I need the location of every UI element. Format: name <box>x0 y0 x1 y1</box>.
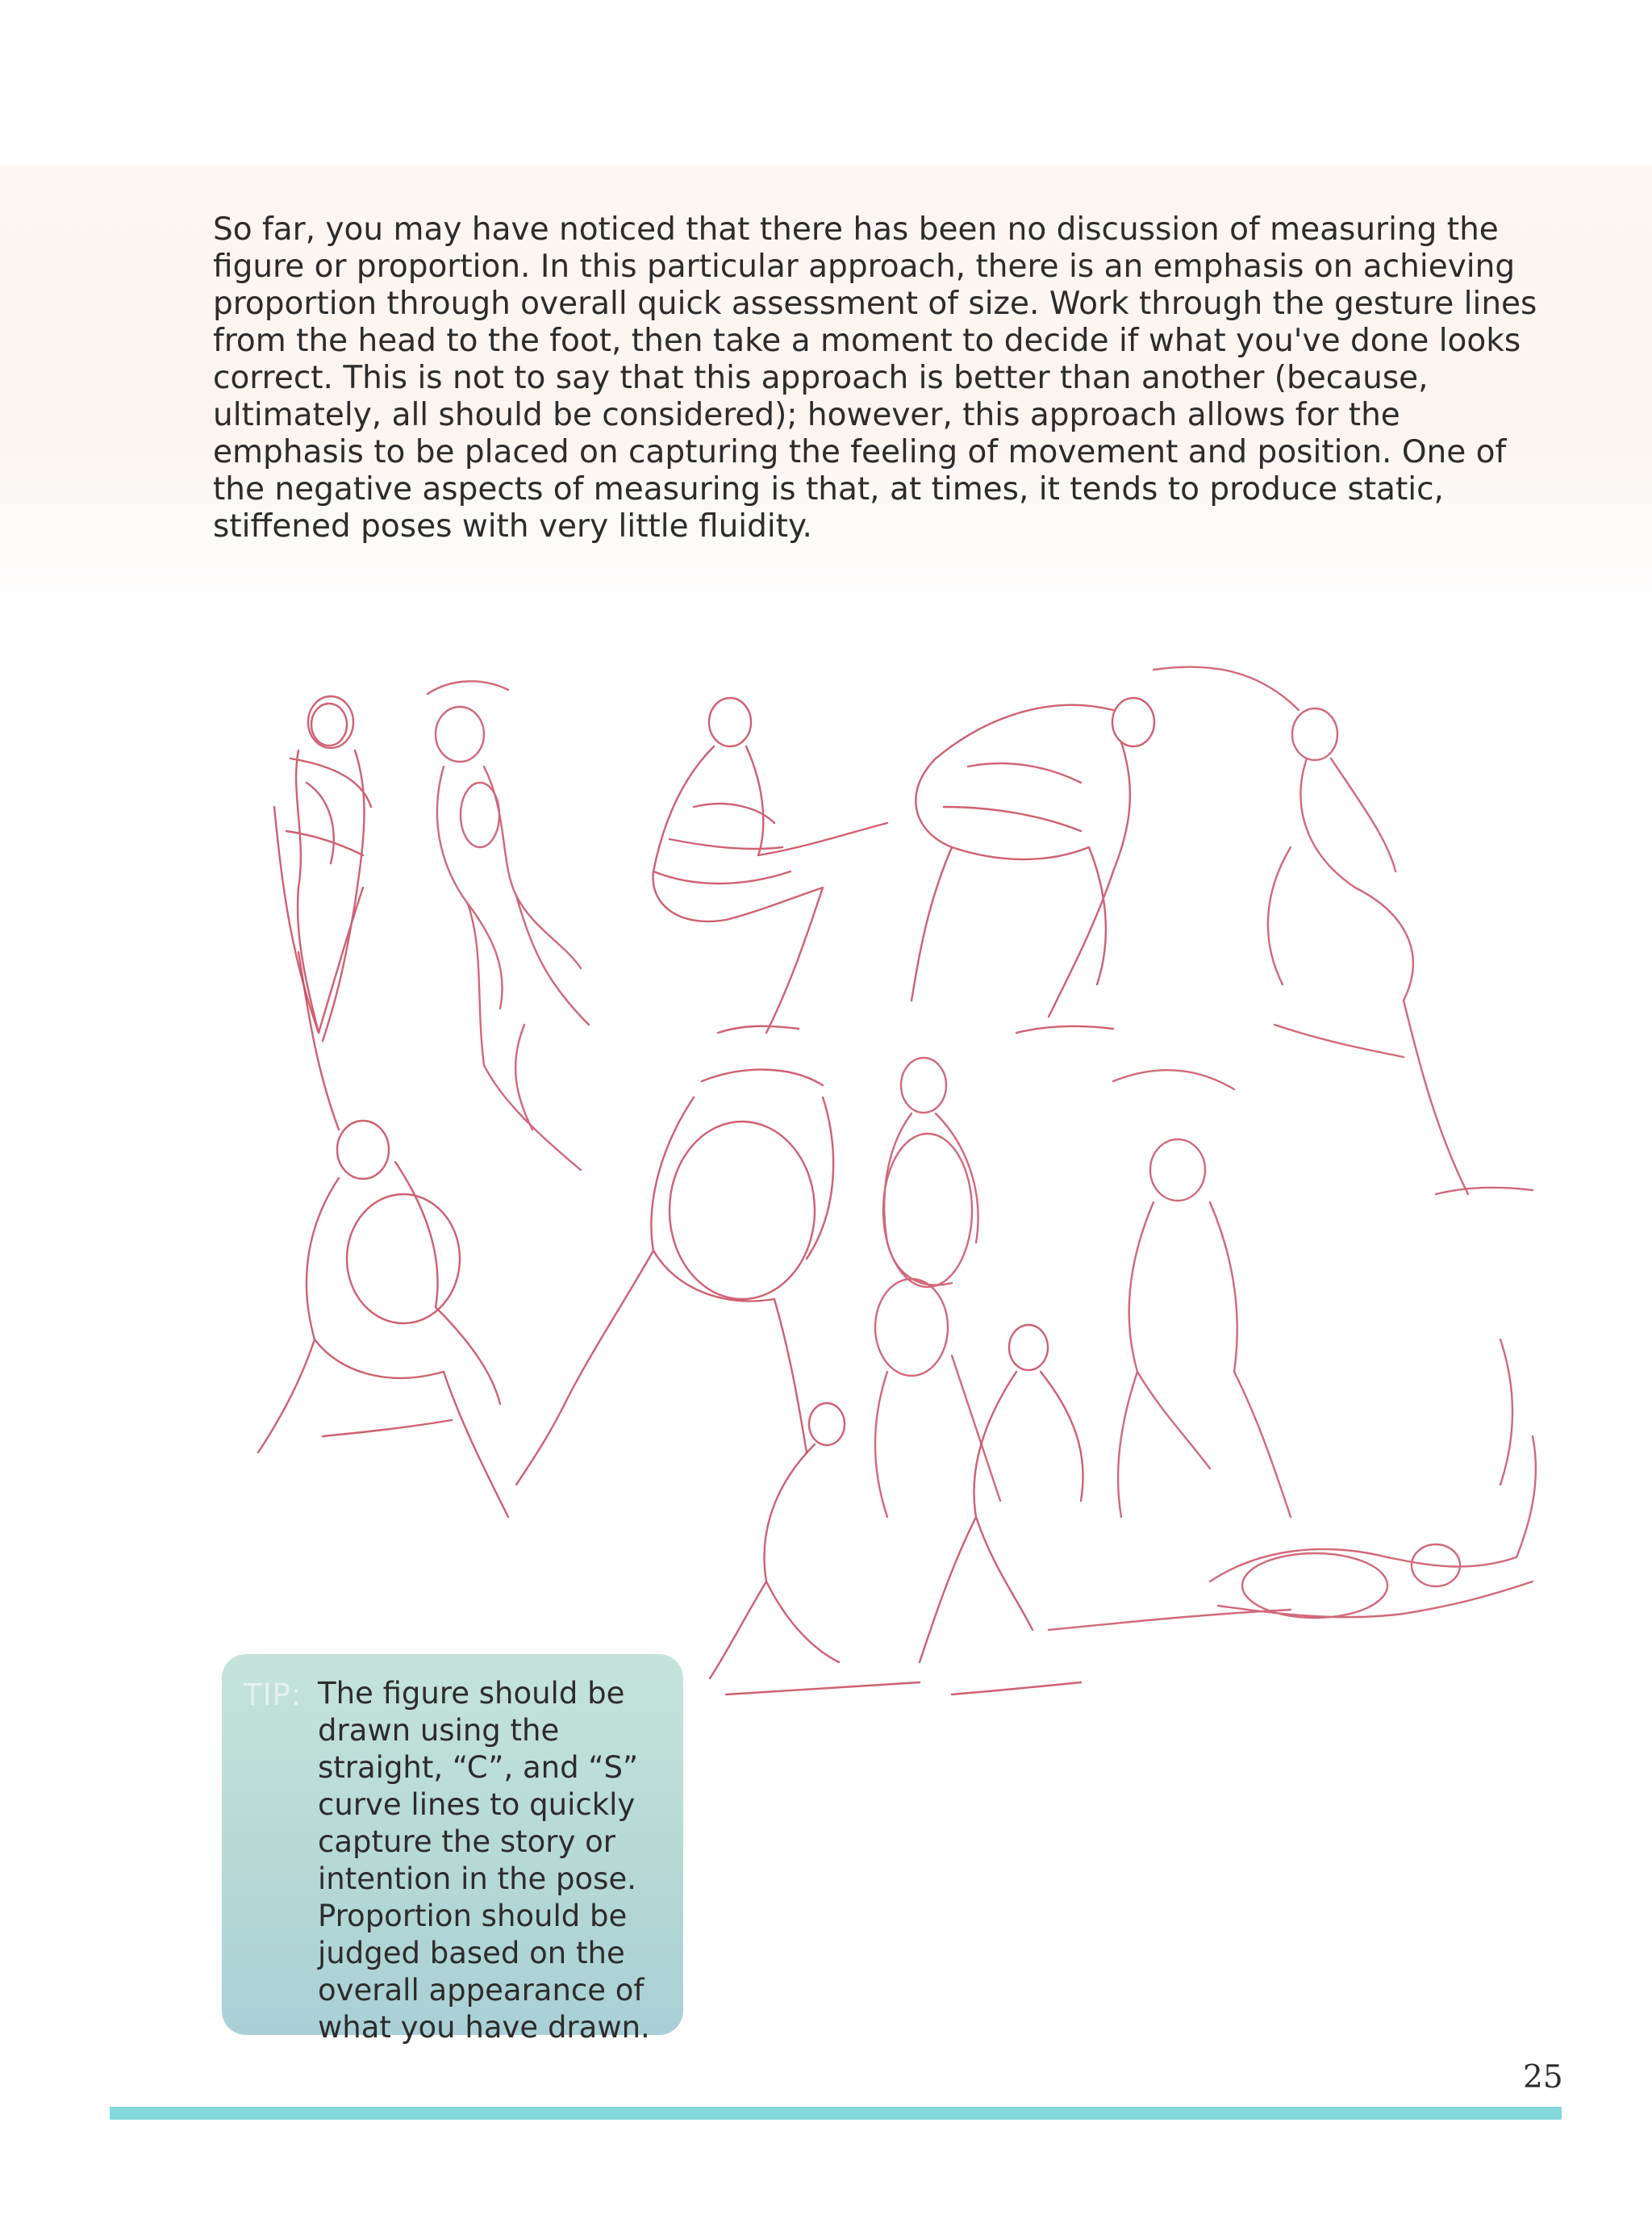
gesture-figure-7 <box>516 1070 833 1485</box>
body-paragraph: So far, you may have noticed that there has been no discussion of measuring the figure or proportion. In this particular approach, there is an emphasis on achieving proportion through overall quick assessment of size. Work through the gesture lines from the head to the foot, then take a moment to decide if what you've done looks correct. This is not to say that this approach is better than another (because, ultimately, all should be considered); however, this approach allows for the emphasis to be placed on capturing the feeling of movement and position. One of the negative aspects of measuring is that, at times, it tends to produce static, stiffened poses with very little fluidity. <box>213 211 1537 545</box>
gesture-figure-10 <box>710 1325 1083 1694</box>
gesture-figure-3 <box>653 698 887 1033</box>
gesture-figure-2 <box>428 681 589 1170</box>
page-number: 25 <box>1523 2059 1563 2095</box>
gesture-figure-11 <box>1049 1339 1536 1630</box>
gesture-sketches-illustration <box>242 646 1597 1759</box>
tip-label: TIP: <box>244 1678 302 1712</box>
gesture-figure-5 <box>1153 667 1533 1194</box>
gesture-figure-9 <box>1113 1070 1291 1517</box>
tip-text: The figure should be drawn using the straight, “C”, and “S” curve lines to quickly capture the story or intention in the pose. Proportion should be judged based on the overall appearance of what you have drawn. <box>318 1676 650 2045</box>
gesture-figure-1 <box>274 696 371 1041</box>
gesture-figure-6 <box>258 952 508 1517</box>
gesture-figure-4 <box>912 698 1154 1033</box>
footer-rule <box>110 2107 1562 2120</box>
gesture-figure-8 <box>875 1058 1000 1517</box>
